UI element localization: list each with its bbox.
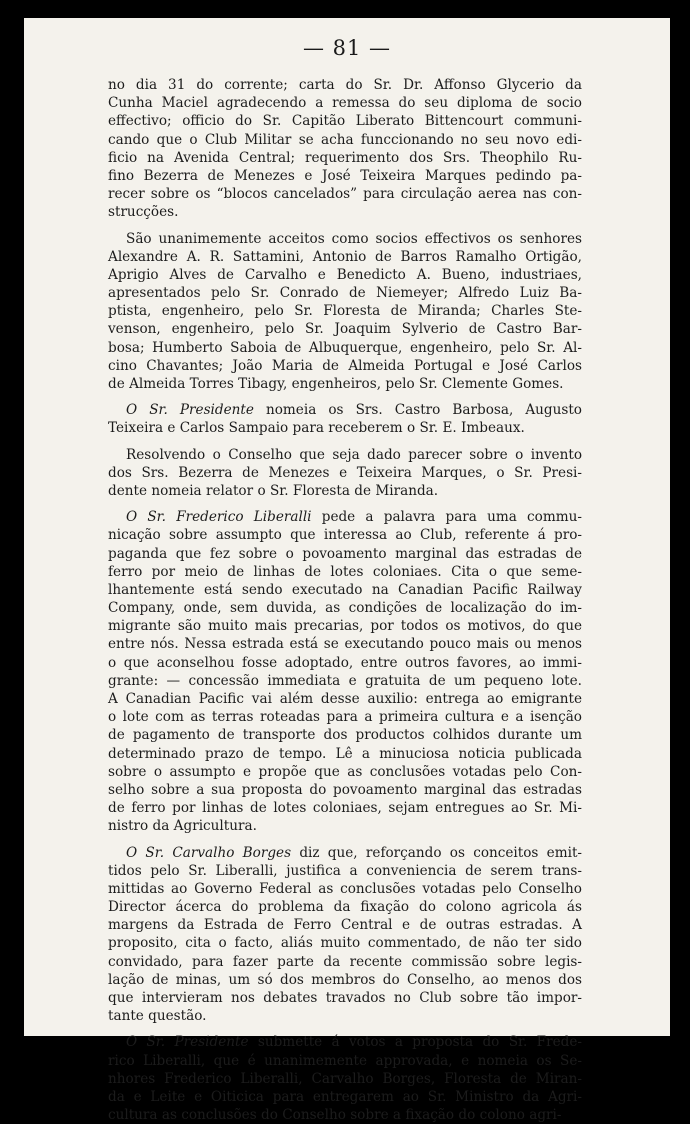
text-line	[108, 248, 582, 266]
text-line	[108, 953, 582, 971]
text-line	[108, 971, 582, 989]
line-text: submette á votos a proposta do Sr. Frede-	[248, 1034, 582, 1051]
line-text: paganda que fez sobre o povoamento marginal das estradas de	[108, 545, 582, 562]
text-line	[108, 726, 582, 744]
line-text: entre nós. Nessa estrada está se executando pouco mais ou menos	[108, 636, 582, 653]
text-line	[108, 934, 582, 952]
paragraph	[108, 76, 582, 222]
text-line	[108, 131, 582, 149]
text-line	[108, 1052, 582, 1070]
page-number: — 81 —	[302, 36, 392, 60]
text-line	[108, 401, 582, 419]
paragraph	[108, 401, 582, 437]
text-line	[108, 672, 582, 690]
text-line	[108, 898, 582, 916]
text-line	[108, 1070, 582, 1088]
line-text: venson, engenheiro, pelo Sr. Joaquim Sylverio de Castro Bar-	[108, 321, 582, 338]
line-text: cino Chavantes; João Maria de Almeida Portugal e José Carlos	[108, 357, 582, 374]
line-text: diz que, reforçando os conceitos emit-	[291, 844, 582, 861]
text-line	[108, 112, 582, 130]
paragraph	[108, 230, 582, 394]
text-line	[108, 880, 582, 898]
page-body	[108, 76, 582, 1124]
text-line	[108, 1088, 582, 1106]
line-text: grante: — concessão immediata e gratuita de um pequeno lote.	[108, 672, 582, 689]
text-line	[108, 230, 582, 248]
text-line	[108, 1007, 582, 1025]
line-text: lhantemente está sendo executado na Canadian Pacific Railway	[108, 581, 582, 598]
line-text: cando que o Club Militar se acha funccionando no seu novo edi-	[108, 131, 582, 148]
line-text: lação de minas, um só dos membros do Conselho, ao menos dos	[108, 971, 582, 988]
line-text: fino Bezerra de Menezes e José Teixeira Marques pedindo pa-	[108, 167, 582, 184]
line-text: de Almeida Torres Tibagy, engenheiros, pelo Sr. Clemente Gomes.	[108, 376, 564, 392]
text-line	[108, 526, 582, 544]
text-line	[108, 76, 582, 94]
line-text: strucções.	[108, 204, 179, 221]
text-line	[108, 284, 582, 302]
text-line	[108, 302, 582, 320]
speaker-name: O Sr. Carvalho Borges	[126, 844, 292, 861]
text-line	[108, 339, 582, 357]
text-line	[108, 482, 582, 500]
line-text: selho sobre a sua proposta do povoamento marginal das estradas	[108, 781, 582, 798]
text-line	[108, 781, 582, 799]
line-text: o que aconselhou fosse adoptado, entre outros favores, ao immi-	[108, 654, 582, 671]
line-text: rico Liberalli, que é unanimemente approvada, e nomeia os Se-	[108, 1052, 582, 1069]
text-line	[108, 799, 582, 817]
line-text: effectivo; officio do Sr. Capitão Liberato Bittencourt communi-	[108, 113, 582, 130]
text-line	[108, 817, 582, 835]
text-line	[108, 149, 582, 167]
text-line	[108, 185, 582, 203]
line-text: nhores Frederico Liberalli, Carvalho Borges, Floresta de Miran-	[108, 1070, 582, 1087]
paragraph	[108, 1033, 582, 1124]
text-line	[108, 690, 582, 708]
text-line	[108, 464, 582, 482]
line-text: de ferro por linhas de lotes coloniaes, sejam entregues ao Sr. Mi-	[108, 800, 582, 817]
line-text: sobre o assumpto e propõe que as conclusões votadas pelo Con-	[108, 763, 582, 780]
line-text: Cunha Maciel agradecendo a remessa do seu diploma de socio	[108, 95, 582, 112]
text-line	[108, 763, 582, 781]
line-text: de pagamento de transporte dos productos colhidos durante um	[108, 727, 582, 744]
text-line	[108, 167, 582, 185]
line-text: São unanimemente acceitos como socios effectivos os senhores	[126, 230, 582, 247]
line-text: da e Leite e Oiticica para entregarem ao Sr. Ministro da Agri-	[108, 1088, 582, 1105]
text-line	[108, 708, 582, 726]
line-text: pede a palavra para uma commu-	[311, 509, 582, 526]
text-line	[108, 446, 582, 464]
speaker-name: O Sr. Frederico Liberalli	[126, 509, 312, 526]
text-line	[108, 375, 582, 393]
line-text: Resolvendo o Conselho que seja dado parecer sobre o invento	[126, 446, 582, 463]
text-line	[108, 203, 582, 221]
line-text: dos Srs. Bezerra de Menezes e Teixeira Marques, o Sr. Presi-	[108, 464, 582, 481]
text-line	[108, 581, 582, 599]
speaker-name: O Sr. Presidente	[126, 402, 254, 419]
text-line	[108, 320, 582, 338]
text-line	[108, 617, 582, 635]
text-line	[108, 357, 582, 375]
speaker-name: O Sr. Presidente	[126, 1034, 249, 1051]
text-line	[108, 654, 582, 672]
line-text: bosa; Humberto Saboia de Albuquerque, engenheiro, pelo Sr. Al-	[108, 339, 582, 356]
line-text: dente nomeia relator o Sr. Floresta de Miranda.	[108, 482, 439, 499]
text-line	[108, 266, 582, 284]
line-text: A Canadian Pacific vai além desse auxilio: entrega ao emigrante	[108, 691, 582, 707]
text-line	[108, 599, 582, 617]
text-line	[108, 545, 582, 563]
line-text: tidos pelo Sr. Liberalli, justifica a conveniencia de serem trans-	[108, 862, 582, 879]
line-text: migrante são muito mais precarias, por todos os motivos, do que	[108, 618, 582, 635]
line-text: nistro da Agricultura.	[108, 818, 257, 835]
text-line	[108, 862, 582, 880]
text-line	[108, 94, 582, 112]
line-text: convidado, para fazer parte da recente commissão sobre legis-	[108, 953, 582, 970]
line-text: Alexandre A. R. Sattamini, Antonio de Barros Ramalho Ortigão,	[108, 248, 582, 265]
text-line	[108, 916, 582, 934]
line-text: nomeia os Srs. Castro Barbosa, Augusto	[253, 402, 582, 419]
text-line	[108, 635, 582, 653]
line-text: cultura as conclusões do Conselho sobre a fixação do colono agri-	[108, 1107, 562, 1124]
paragraph	[108, 446, 582, 501]
text-line	[108, 508, 582, 526]
line-text: mittidas ao Governo Federal as conclusões votadas pelo Conselho	[108, 880, 582, 897]
line-text: ptista, engenheiro, pelo Sr. Floresta de Miranda; Charles Ste-	[108, 303, 582, 320]
line-text: margens da Estrada de Ferro Central e de outras estradas. A	[108, 917, 582, 934]
text-line	[108, 419, 582, 437]
text-line	[108, 1033, 582, 1051]
line-text: Company, onde, sem duvida, as condições de localização do im-	[108, 600, 582, 617]
line-text: nicação sobre assumpto que interessa ao Club, referente á pro-	[108, 527, 582, 544]
line-text: Aprigio Alves de Carvalho e Benedicto A. Bueno, industriaes,	[108, 266, 582, 283]
text-line	[108, 563, 582, 581]
text-line	[108, 1106, 582, 1124]
line-text: apresentados pelo Sr. Conrado de Niemeyer; Alfredo Luiz Ba-	[108, 285, 582, 302]
line-text: recer sobre os “blocos cancelados” para circulação aerea nas con-	[108, 186, 582, 203]
line-text: ferro por meio de linhas de lotes coloniaes. Cita o que seme-	[108, 563, 582, 580]
line-text: tante questão.	[108, 1008, 207, 1025]
paragraph	[108, 508, 582, 835]
line-text: determinado prazo de tempo. Lê a minuciosa noticia publicada	[108, 745, 582, 762]
text-line	[108, 844, 582, 862]
paragraph	[108, 844, 582, 1026]
line-text: ficio na Avenida Central; requerimento dos Srs. Theophilo Ru-	[108, 149, 582, 166]
line-text: Teixeira e Carlos Sampaio para receberem o Sr. E. Imbeaux.	[108, 420, 525, 437]
document-page	[24, 18, 670, 1124]
line-text: proposito, cita o facto, aliás muito commentado, de não ter sido	[108, 935, 582, 952]
text-line	[108, 989, 582, 1007]
line-text: Director ácerca do problema da fixação do colono agricola ás	[108, 899, 582, 916]
line-text: que intervieram nos debates travados no Club sobre tão impor-	[108, 990, 582, 1006]
line-text: o lote com as terras roteadas para a primeira cultura e a isenção	[108, 709, 582, 726]
text-line	[108, 745, 582, 763]
line-text: no dia 31 do corrente; carta do Sr. Dr. Affonso Glycerio da	[108, 77, 582, 93]
